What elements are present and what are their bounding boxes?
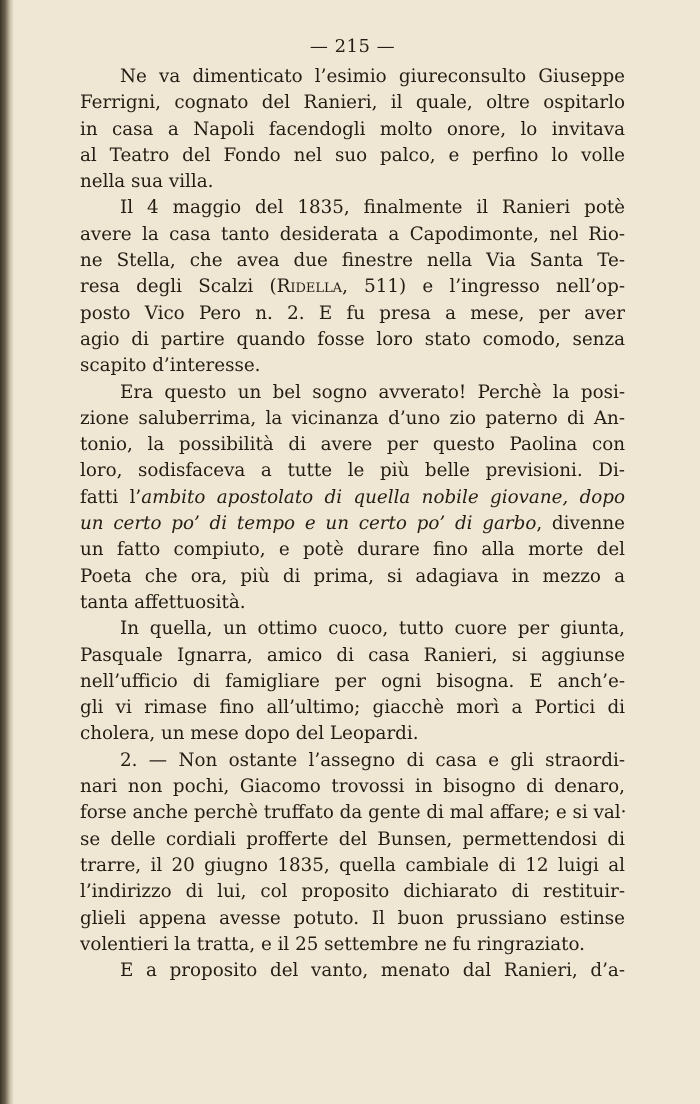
paragraph-6 [80,958,625,984]
text-line: nella sua villa. [80,171,214,193]
text-line: glieli appena avesse potuto. Il buon prussiano estinse [80,907,625,929]
text-fragment: fatti l’ [80,486,142,508]
paragraph-3 [80,380,625,617]
text-line: forse anche perchè truffato da gente di mal affare; e si val· [80,802,627,824]
text-line: Ferrigni, cognato del Ranieri, il quale, oltre ospitarlo [80,92,625,114]
text-fragment: , divenne [536,513,625,535]
page-number: — 215 — [309,36,396,57]
text-line: Poeta che ora, più di prima, si adagiava in mezzo a [80,565,625,587]
text-line: 2. — Non ostante l’assegno di casa e gli straordi- [120,749,625,771]
text-line: volentieri la tratta, e il 25 settembre ne fu ringraziato. [80,933,585,955]
text-line: loro, sodisfaceva a tutte le più belle previsioni. Di- [80,460,625,482]
paragraph-4 [80,616,625,747]
text-line: avere la casa tanto desiderata a Capodimonte, nel Rio- [80,223,625,245]
paragraph-5 [80,748,625,958]
text-line: Pasquale Ignarra, amico di casa Ranieri, si aggiunse [80,644,625,666]
text-line: Era questo un bel sogno avverato! Perchè la posi- [120,381,625,403]
book-binding-edge [0,0,14,1104]
text-line: In quella, un ottimo cuoco, tutto cuore per giunta, [120,618,625,640]
text-line: l’indirizzo di lui, col proposito dichiarato di restituir- [80,881,625,903]
text-line: un fatto compiuto, e potè durare fino alla morte del [80,539,625,561]
text-line: agio di partire quando fosse loro stato comodo, senza [80,328,625,350]
author-name-smallcaps: Ridella [276,276,343,298]
text-line: posto Vico Pero n. 2. E fu presa a mese, per aver [80,302,625,324]
text-line: se delle cordiali profferte del Bunsen, permettendosi di [80,828,625,850]
paragraph-2 [80,195,625,379]
text-line: E a proposito del vanto, menato dal Ranieri, d’a- [120,960,625,982]
text-line: Il 4 maggio del 1835, finalmente il Ranieri potè [120,197,625,219]
text-line: tonio, la possibilità di avere per questo Paolina con [80,434,625,456]
text-line: gli vi rimase fino all’ultimo; giacchè morì a Portici di [80,697,625,719]
text-line-with-reference [80,274,625,300]
text-line-with-italic [80,511,625,537]
text-line: al Teatro del Fondo nel suo palco, e perfino lo volle [80,144,625,166]
text-line: zione saluberrima, la vicinanza d’uno zio paterno di An- [80,407,625,429]
text-fragment: , 511) e l’ingresso nell’op- [342,276,625,298]
text-line: Ne va dimenticato l’esimio giureconsulto Giuseppe [120,66,625,87]
text-line-with-italic [80,485,625,511]
text-line: scapito d’interesse. [80,355,261,377]
text-line: cholera, un mese dopo del Leopardi. [80,723,419,745]
text-line: nell’ufficio di famigliare per ogni bisogna. E anch’e- [80,670,625,692]
text-line: ne Stella, che avea due finestre nella Via Santa Te- [80,250,625,272]
text-line: nari non pochi, Giacomo trovossi in bisogno di denaro, [80,776,625,798]
text-line: trarre, il 20 giugno 1835, quella cambiale di 12 luigi al [80,854,625,876]
text-fragment: resa degli Scalzi ( [80,276,277,298]
text-line: tanta affettuosità. [80,591,246,613]
paragraph-1 [80,64,625,195]
italic-quote: un certo po’ di tempo e un certo po’ di garbo [80,513,537,535]
italic-quote: ambito apostolato di quella nobile giovane, dopo [141,486,625,508]
text-line: in casa a Napoli facendogli molto onore, lo invitava [80,118,625,140]
book-page [80,34,625,984]
